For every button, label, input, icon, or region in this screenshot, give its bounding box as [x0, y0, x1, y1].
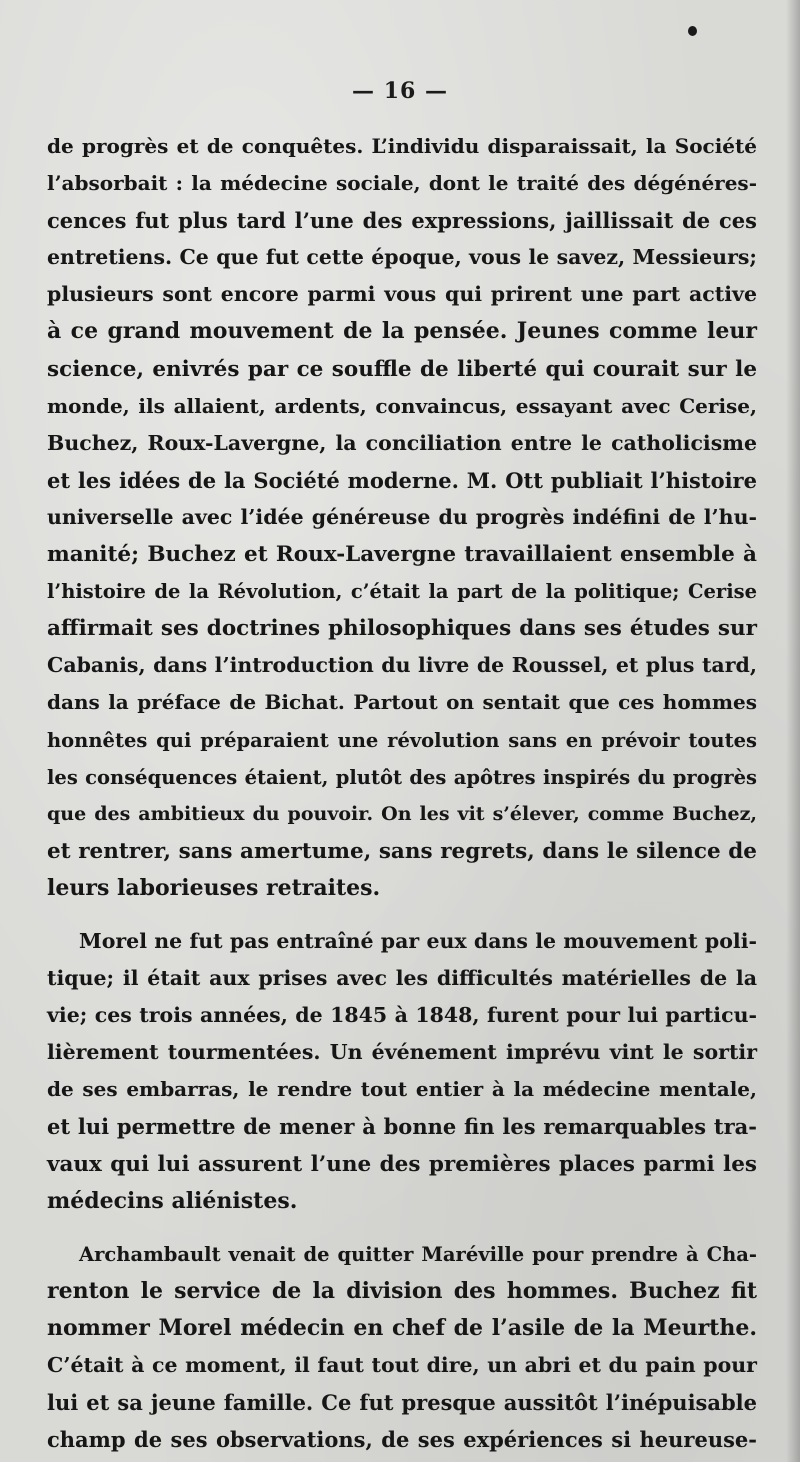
text-line: entretiens. Ce que fut cette époque, vous le savez, Messieurs; [47, 245, 757, 270]
text-line: et rentrer, sans amertume, sans regrets, dans le silence de [47, 838, 757, 864]
body-text [47, 128, 757, 1458]
text-line: l’histoire de la Révolution, c’était la part de la politique; Cerise [47, 580, 757, 604]
text-line: lui et sa jeune famille. Ce fut presque aussitôt l’inépuisable [47, 1390, 757, 1416]
text-line: de progrès et de conquêtes. L’individu disparaissait, la Société [47, 134, 757, 158]
text-line: Cabanis, dans l’introduction du livre de Roussel, et plus tard, [47, 653, 757, 678]
text-line: nommer Morel médecin en chef de l’asile de la Meurthe. [47, 1314, 757, 1341]
paragraph-gap [47, 1220, 757, 1236]
page-number: — 16 — [352, 78, 448, 104]
text-line: tique; il était aux prises avec les difficultés matérielles de la [47, 966, 757, 991]
text-line: champ de ses observations, de ses expériences si heureuse- [47, 1427, 757, 1453]
text-line: à ce grand mouvement de la pensée. Jeunes comme leur [47, 318, 757, 345]
text-line: science, enivrés par ce souffle de liberté qui courait sur le [47, 356, 757, 382]
text-line: vie; ces trois années, de 1845 à 1848, furent pour lui particu- [47, 1003, 757, 1028]
page-edge-shadow [786, 0, 800, 1462]
text-line: renton le service de la division des hommes. Buchez fit [47, 1277, 757, 1304]
text-line: monde, ils allaient, ardents, convaincus, essayant avec Cerise, [47, 393, 757, 418]
text-line: que des ambitieux du pouvoir. On les vit s’élever, comme Buchez, [47, 802, 757, 825]
text-line: universelle avec l’idée généreuse du progrès indéfini de l’hu- [47, 504, 757, 529]
text-line: plusieurs sont encore parmi vous qui prirent une part active [47, 282, 757, 307]
paragraph-gap [47, 907, 757, 923]
text-line: Buchez, Roux-Lavergne, la conciliation entre le catholicisme [47, 430, 757, 455]
text-line: les conséquences étaient, plutôt des apôtres inspirés du progrès [47, 765, 757, 789]
text-line: Morel ne fut pas entraîné par eux dans le mouvement poli- [79, 928, 757, 953]
text-line: affirmait ses doctrines philosophiques dans ses études sur [47, 616, 757, 642]
text-line: et les idées de la Société moderne. M. Ott publiait l’histoire [47, 467, 757, 493]
text-line: de ses embarras, le rendre tout entier à la médecine mentale, [47, 1077, 757, 1102]
text-line: C’était à ce moment, il faut tout dire, un abri et du pain pour [47, 1353, 757, 1377]
text-line: l’absorbait : la médecine sociale, dont le traité des dégénéres- [47, 171, 757, 196]
text-line: honnêtes qui préparaient une révolution sans en prévoir toutes [47, 728, 757, 752]
ink-spot [688, 26, 697, 36]
text-line: et lui permettre de mener à bonne fin les remarquables tra- [47, 1114, 757, 1140]
text-line: cences fut plus tard l’une des expressions, jaillissait de ces [47, 208, 757, 234]
text-line: manité; Buchez et Roux-Lavergne travaillaient ensemble à [47, 542, 757, 568]
text-line: médecins aliénistes. [47, 1187, 298, 1214]
text-line: vaux qui lui assurent l’une des premières places parmi les [47, 1151, 757, 1177]
text-line: leurs laborieuses retraites. [47, 874, 381, 901]
text-line: Archambault venait de quitter Maréville pour prendre à Cha- [79, 1242, 757, 1266]
text-line: dans la préface de Bichat. Partout on sentait que ces hommes [47, 690, 757, 715]
text-line: lièrement tourmentées. Un événement imprévu vint le sortir [47, 1040, 757, 1065]
